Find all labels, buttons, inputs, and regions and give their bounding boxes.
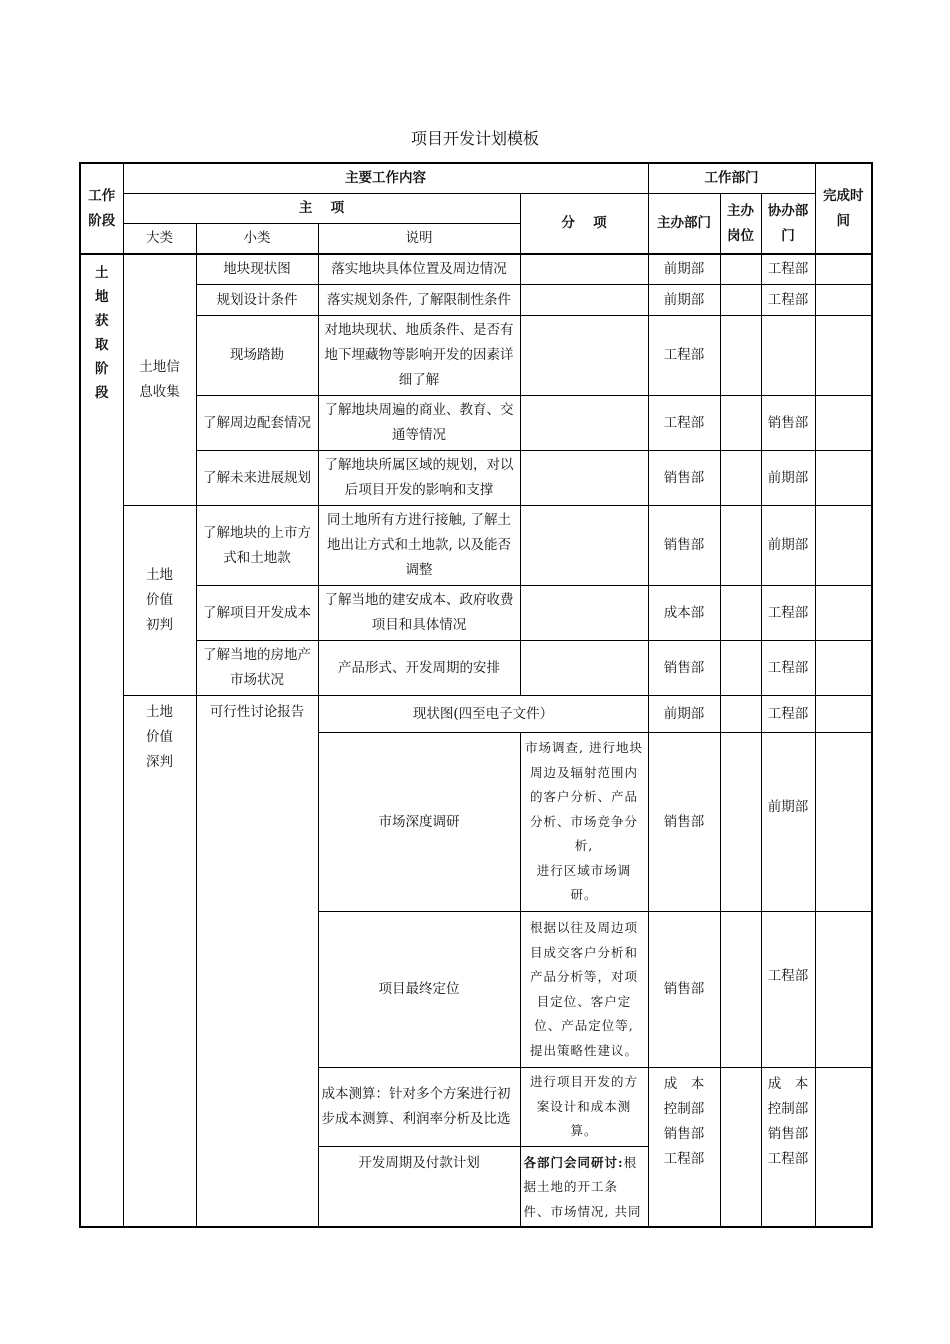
table-row: 了解当地的房地产市场状况 产品形式、开发周期的安排 销售部 工程部 — [80, 641, 872, 696]
header-main-item: 主 项 — [123, 194, 520, 224]
header-main-content: 主要工作内容 — [123, 163, 648, 194]
header-assist-dept: 协办部门 — [761, 194, 815, 255]
header-finish-time: 完成时间 — [815, 163, 872, 254]
header-lead-dept: 主办部门 — [648, 194, 720, 255]
header-departments: 工作部门 — [648, 163, 815, 194]
header-description: 说明 — [318, 224, 520, 255]
table-row: 了解未来进展规划 了解地块所属区域的规划，对以后项目开发的影响和支撑 销售部 前期部 — [80, 451, 872, 506]
cost-assist-depts: 成 本 控制部 销售部 工程部 — [761, 1068, 815, 1228]
table-row: 了解周边配套情况 了解地块周遍的商业、教育、交通等情况 工程部 销售部 — [80, 396, 872, 451]
group-cell: 土地价值初判 — [123, 506, 196, 696]
table-row: 成本测算：针对多个方案进行初步成本测算、利润率分析及比选 进行项目开发的方案设计和成本测算。 成 本 控制部 销售部 工程部 成 本 控制部 销售部 工程部 — [80, 1068, 872, 1147]
cost-lead-depts: 成 本 控制部 销售部 工程部 — [648, 1068, 720, 1228]
table-row: 了解项目开发成本 了解当地的建安成本、政府收费项目和具体情况 成本部 工程部 — [80, 586, 872, 641]
positioning-detail: 根据以往及周边项 目成交客户分析和 产品分析等，对项 目定位、客户定 位、产品定位等, 提出策略性建议。 — [520, 912, 648, 1068]
table-row: 土地价值深判 可行性讨论报告 现状图(四至电子文件） 前期部 工程部 — [80, 696, 872, 733]
group-cell: 土地价值深判 — [123, 696, 196, 1228]
header-subcategory: 小类 — [196, 224, 318, 255]
header-stage: 工作阶段 — [80, 163, 123, 254]
table-row: 土地价值初判 了解地块的上市方式和土地款 同土地所有方进行接触, 了解土地出让方式和土地款, 以及能否调整 销售部 前期部 — [80, 506, 872, 586]
group-cell: 土地信息收集 — [123, 254, 196, 506]
page-title: 项目开发计划模板 — [410, 129, 539, 148]
table-row: 现场踏勘 对地块现状、地质条件、是否有地下埋藏物等影响开发的因素详细了解 工程部 — [80, 316, 872, 396]
market-research-detail: 市场调查, 进行地块 周边及辐射范围内 的客户分析、产品 分析、市场竞争分 析, 进行区域市场调 研。 — [520, 733, 648, 912]
header-sub-item: 分 项 — [520, 194, 648, 255]
table-row: 土 地 获 取 阶 段 土地信息收集 地块现状图 落实地块具体位置及周边情况 前期部 工程部 — [80, 254, 872, 285]
header-category: 大类 — [123, 224, 196, 255]
stage-cell: 土 地 获 取 阶 段 — [80, 254, 123, 1227]
table-row: 开发周期及付款计划 各部门会同研讨:根据土地的开工条件、市场情况, 共同 — [80, 1146, 872, 1227]
table-row: 项目最终定位 根据以往及周边项 目成交客户分析和 产品分析等，对项 目定位、客户定 位、产品定位等, 提出策略性建议。 销售部 工程部 — [80, 912, 872, 1068]
project-plan-table — [79, 162, 873, 1228]
payment-plan-detail: 各部门会同研讨:根据土地的开工条件、市场情况, 共同 — [520, 1146, 648, 1227]
header-lead-post: 主办岗位 — [720, 194, 761, 255]
table-row: 市场深度调研 市场调查, 进行地块 周边及辐射范围内 的客户分析、产品 分析、市场竞争分 析, 进行区域市场调 研。 销售部 前期部 — [80, 733, 872, 912]
table-row: 规划设计条件 落实规划条件, 了解限制性条件 前期部 工程部 — [80, 285, 872, 316]
